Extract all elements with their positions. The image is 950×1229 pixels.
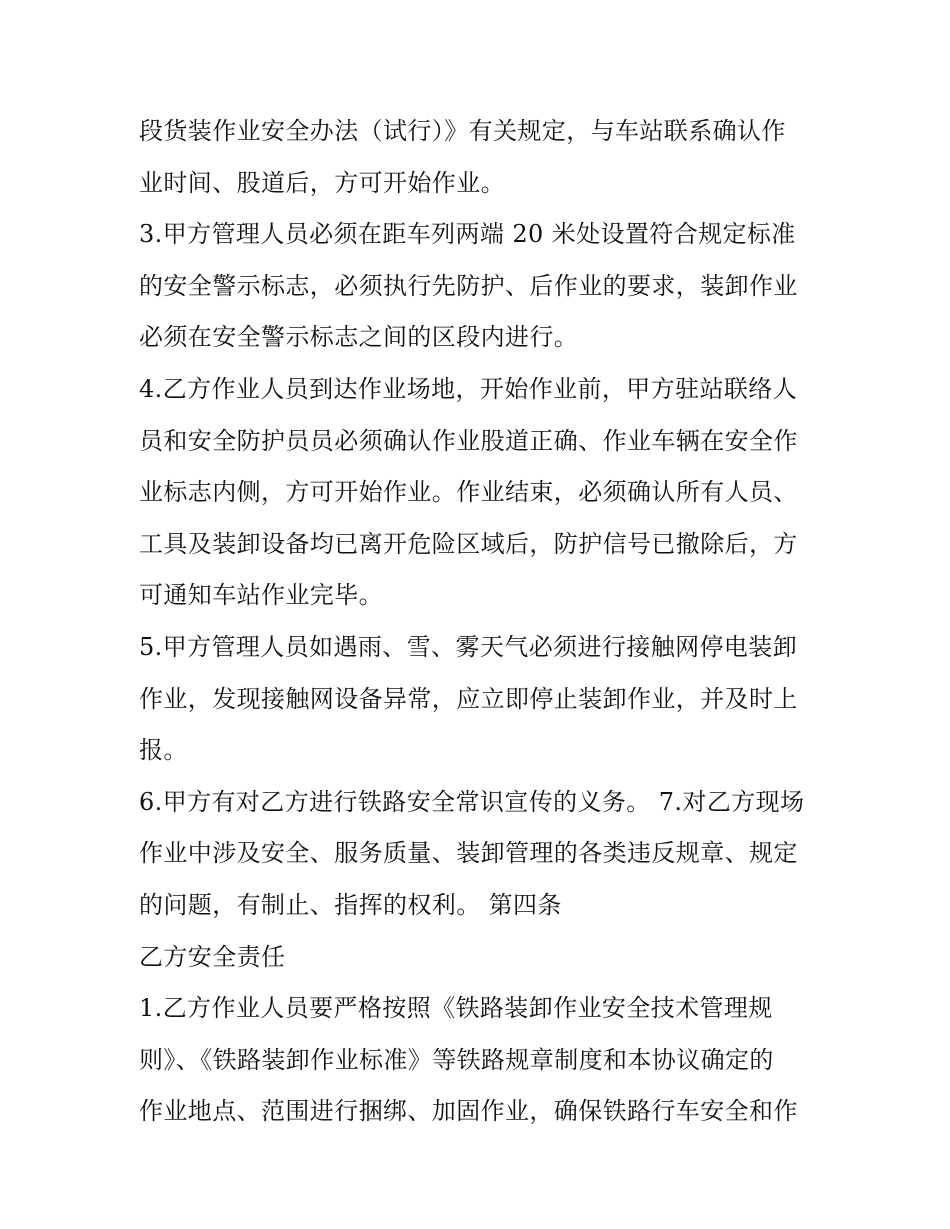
section-heading: 乙方安全责任	[139, 942, 286, 971]
text-line: 6.甲方有对乙方进行铁路安全常识宣传的义务。 7.对乙方现场	[139, 787, 805, 816]
body-text	[139, 106, 819, 1138]
text-line: 业时间、股道后，方可开始作业。	[139, 168, 505, 197]
text-line: 则》、《铁路装卸作业标准》等铁路规章制度和本协议确定的	[139, 1045, 774, 1074]
text-line: 报。	[139, 736, 188, 765]
text-line: 的问题，有制止、指挥的权利。 第四条	[139, 890, 562, 919]
text-line: 的安全警示标志，必须执行先防护、后作业的要求，装卸作业	[139, 271, 798, 300]
text-line: 工具及装卸设备均已离开危险区域后，防护信号已撤除后，方	[139, 529, 798, 558]
text-line: 可通知车站作业完毕。	[139, 581, 383, 610]
text-line: 5.甲方管理人员如遇雨、雪、雾天气必须进行接触网停电装卸	[139, 632, 798, 661]
text-line: 作业，发现接触网设备异常，应立即停止装卸作业，并及时上	[139, 684, 798, 713]
text-line: 段货装作业安全办法（试行）》有关规定，与车站联系确认作	[139, 117, 786, 145]
text-line: 作业中涉及安全、服务质量、装卸管理的各类违反规章、规定	[139, 839, 798, 868]
text-line: 员和安全防护员员必须确认作业股道正确、作业车辆在安全作	[139, 426, 798, 455]
text-line: 必须在安全警示标志之间的区段内进行。	[139, 323, 579, 352]
text-line: 1.乙方作业人员要严格按照《铁路装卸作业安全技术管理规	[139, 994, 773, 1023]
text-line: 业标志内侧，方可开始作业。作业结束，必须确认所有人员、	[139, 478, 798, 507]
text-line: 作业地点、范围进行捆绑、加固作业，确保铁路行车安全和作	[139, 1097, 798, 1126]
text-line: 3.甲方管理人员必须在距车列两端 20 米处设置符合规定标准	[139, 220, 796, 249]
text-line: 4.乙方作业人员到达作业场地，开始作业前，甲方驻站联络人	[139, 374, 798, 403]
